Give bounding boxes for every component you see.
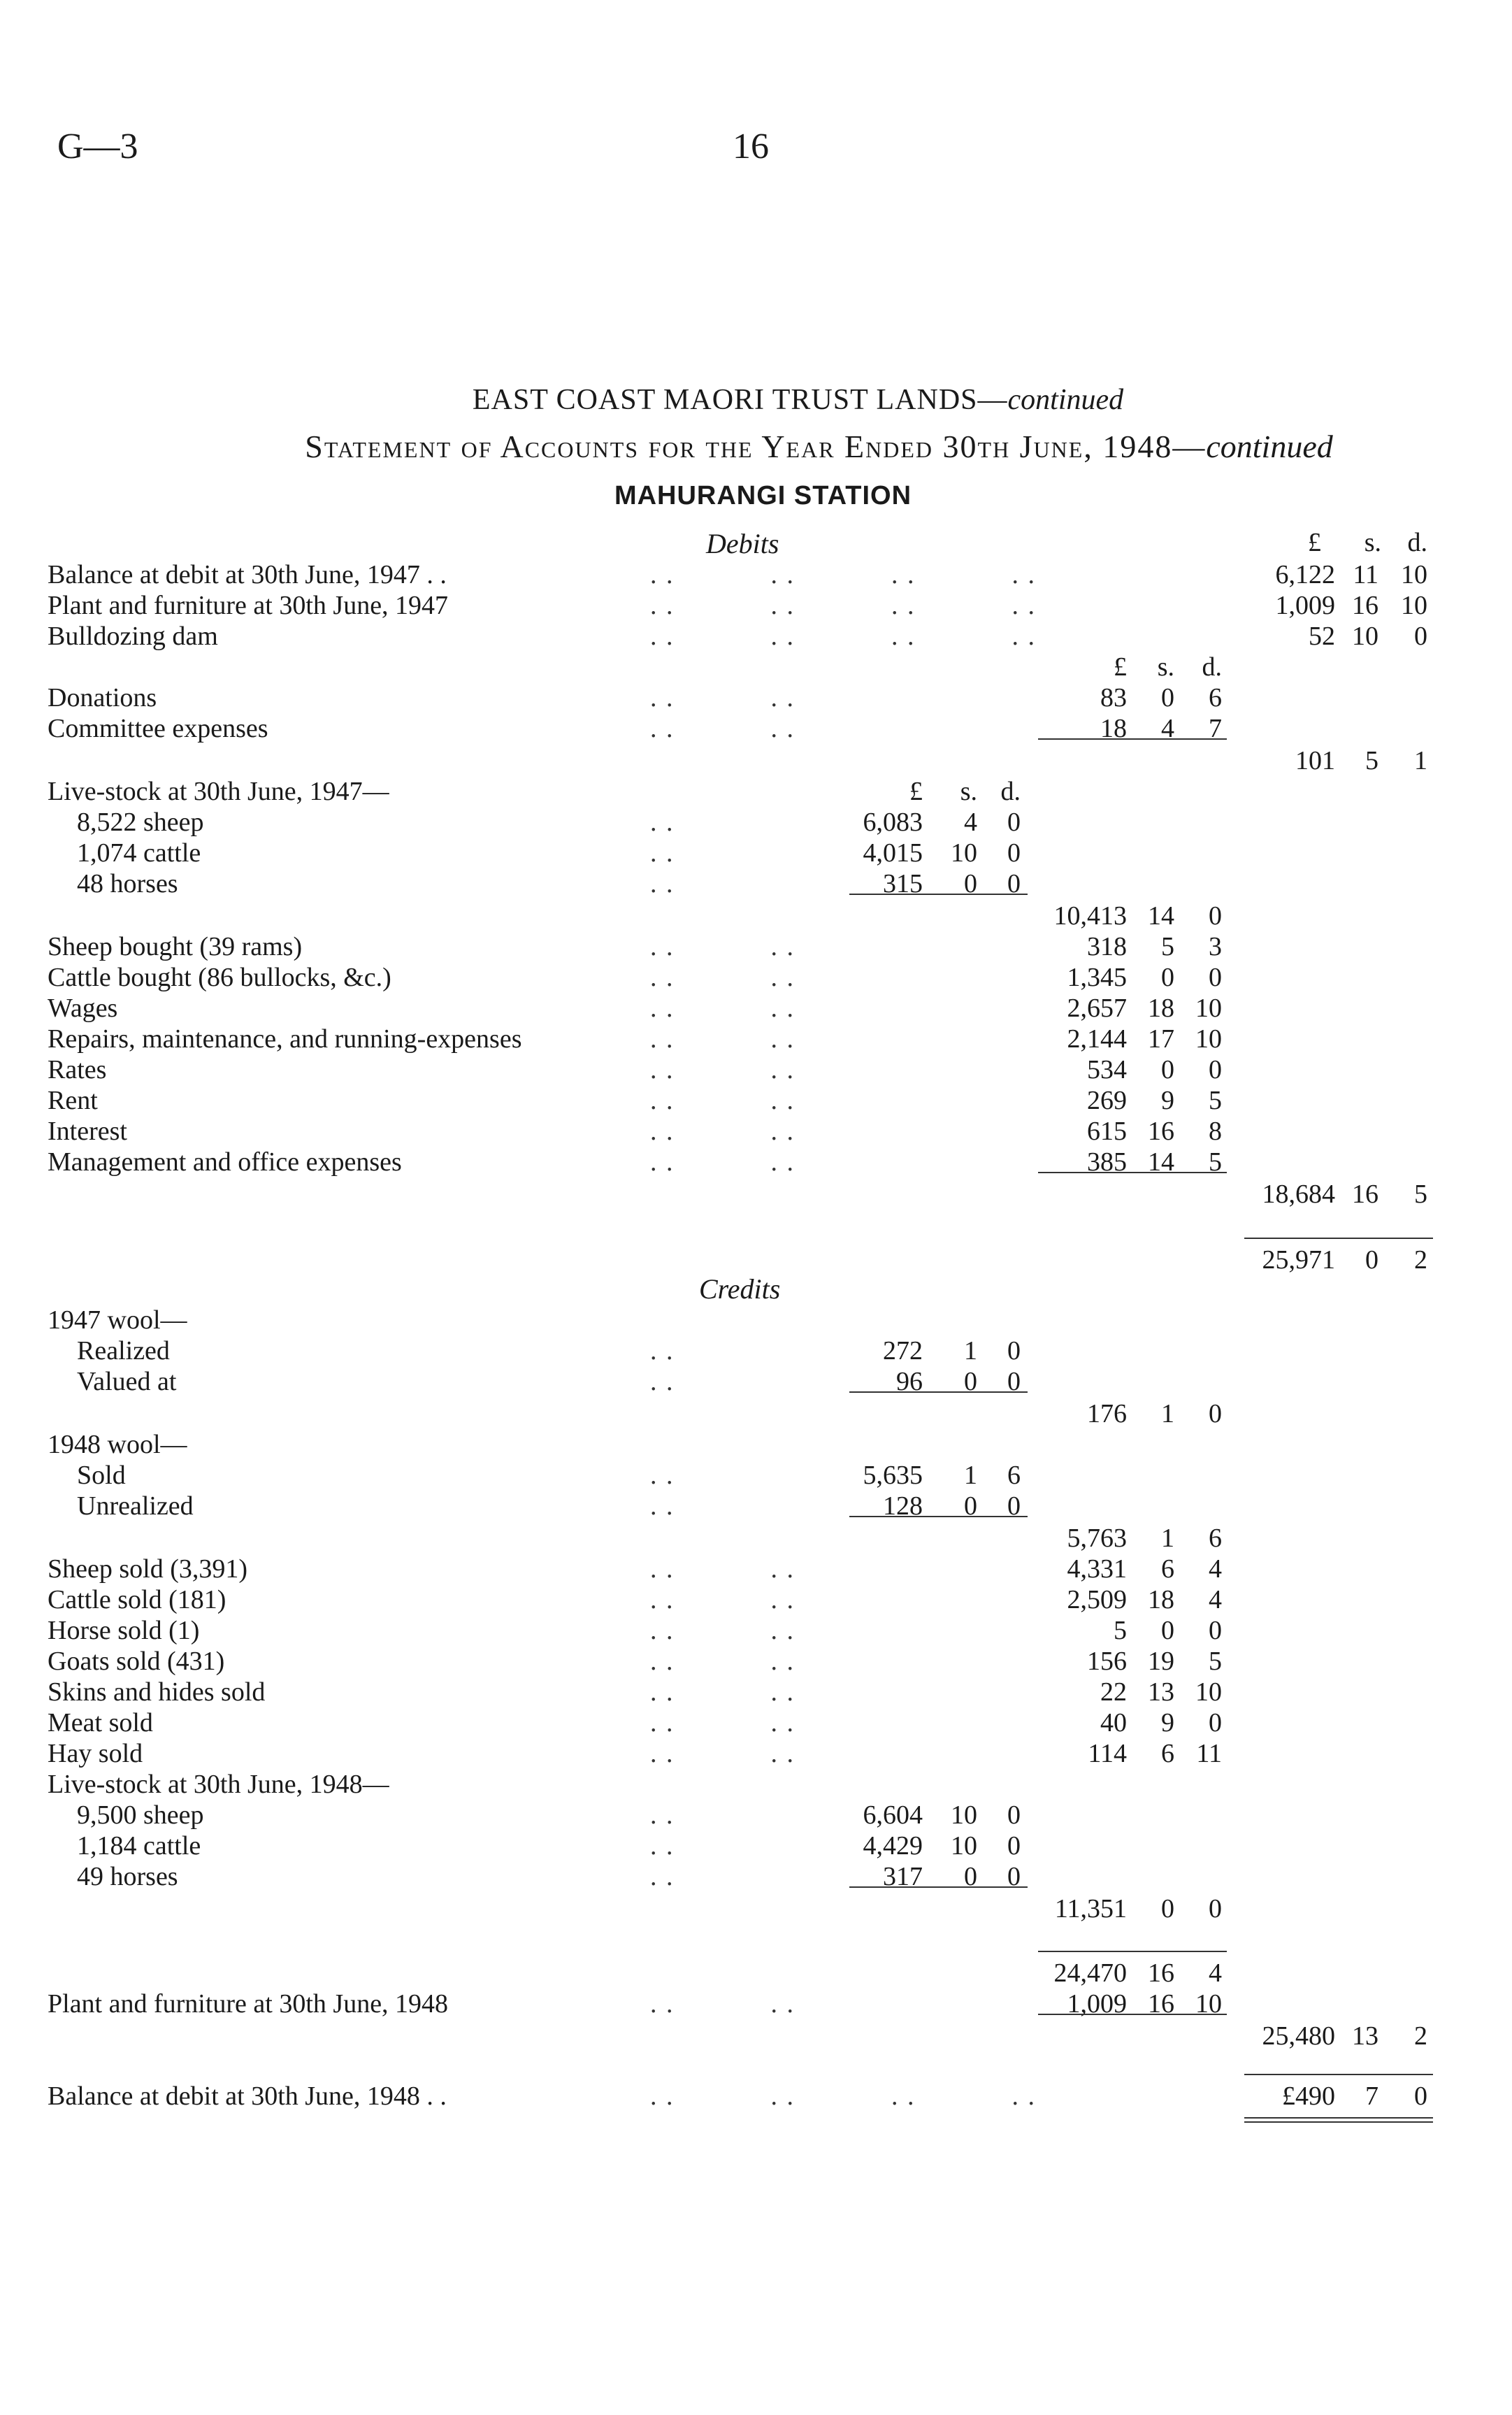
col3-pounds: 385 bbox=[1087, 1147, 1127, 1177]
statement-row bbox=[0, 1491, 1512, 1521]
statement-row bbox=[0, 1335, 1512, 1366]
statement-row bbox=[0, 2021, 1512, 2051]
col3-shillings: 4 bbox=[1161, 714, 1174, 743]
page-reference: G—3 bbox=[57, 127, 138, 166]
col2-pence: d. bbox=[1000, 777, 1021, 806]
statement-row bbox=[0, 1707, 1512, 1738]
col3-shillings: 16 bbox=[1148, 1989, 1174, 2019]
row-label: Wages bbox=[48, 994, 118, 1023]
col4-shillings: 10 bbox=[1352, 622, 1378, 651]
col3-shillings: 14 bbox=[1148, 901, 1174, 931]
col3-pence: 4 bbox=[1209, 1554, 1222, 1584]
col3-shillings: s. bbox=[1157, 652, 1174, 682]
row-label: Donations bbox=[48, 683, 157, 712]
statement-row bbox=[0, 1429, 1512, 1460]
col3-shillings: 13 bbox=[1148, 1677, 1174, 1707]
col3-pounds: 5,763 bbox=[1067, 1524, 1127, 1553]
leader-dots: . . . . bbox=[650, 714, 795, 743]
statement-row bbox=[0, 1054, 1512, 1085]
col3-shillings: 0 bbox=[1161, 963, 1174, 992]
statement-row bbox=[0, 1646, 1512, 1677]
statement-row bbox=[0, 776, 1512, 807]
col2-pence: 0 bbox=[1007, 869, 1021, 898]
row-label: Interest bbox=[48, 1117, 127, 1146]
col4-shillings: 16 bbox=[1352, 591, 1378, 620]
col3-pounds: 534 bbox=[1087, 1055, 1127, 1084]
leader-dots: . . . . bbox=[650, 1585, 795, 1614]
col2-pounds: 96 bbox=[896, 1367, 923, 1396]
leader-dots: . . bbox=[650, 838, 675, 868]
col4-pence: 1 bbox=[1414, 746, 1427, 775]
col3-shillings: 1 bbox=[1161, 1399, 1174, 1428]
col3-pounds: 10,413 bbox=[1053, 901, 1127, 931]
col3-shillings: 19 bbox=[1148, 1647, 1174, 1676]
col3-pounds: 318 bbox=[1087, 932, 1127, 961]
col3-pence: 0 bbox=[1209, 1616, 1222, 1645]
leader-dots: . . bbox=[650, 1336, 675, 1366]
col3-pounds: 83 bbox=[1100, 683, 1127, 712]
leader-dots: . . . . . . . . bbox=[650, 2081, 1036, 2111]
statement-row bbox=[0, 807, 1512, 838]
row-label: Balance at debit at 30th June, 1948 . . bbox=[48, 2081, 447, 2111]
col3-pence: 10 bbox=[1195, 1024, 1222, 1054]
statement-row bbox=[0, 1958, 1512, 1988]
statement-row bbox=[0, 713, 1512, 744]
row-label: Committee expenses bbox=[48, 714, 268, 743]
col2-pounds: 6,083 bbox=[863, 808, 923, 837]
row-label: 1,184 cattle bbox=[77, 1831, 201, 1861]
leader-dots: . . bbox=[650, 1862, 675, 1891]
statement-row bbox=[0, 838, 1512, 868]
statement-main: Statement of Accounts for the Year Ended 30th June, 1948— bbox=[305, 429, 1207, 464]
col4-pence: 10 bbox=[1401, 591, 1427, 620]
leader-dots: . . . . bbox=[650, 1086, 795, 1115]
row-label: 9,500 sheep bbox=[77, 1800, 204, 1830]
col4-pounds: 25,971 bbox=[1262, 1245, 1335, 1275]
col2-pence: 0 bbox=[1007, 1862, 1021, 1891]
col3-pence: 6 bbox=[1209, 1524, 1222, 1553]
col2-pence: 0 bbox=[1007, 1491, 1021, 1521]
col3-pence: 0 bbox=[1209, 901, 1222, 931]
leader-dots: . . . . bbox=[650, 994, 795, 1023]
statement-row bbox=[0, 1366, 1512, 1397]
col3-pounds: 615 bbox=[1087, 1117, 1127, 1146]
leader-dots: . . . . bbox=[650, 1677, 795, 1707]
col2-pounds: 315 bbox=[883, 869, 923, 898]
row-label: 48 horses bbox=[77, 869, 178, 898]
col2-shillings: 4 bbox=[964, 808, 977, 837]
page-number: 16 bbox=[733, 127, 769, 166]
col4-pounds: 18,684 bbox=[1262, 1180, 1335, 1209]
leader-dots: . . . . . . . . bbox=[650, 622, 1036, 651]
row-label: 1947 wool— bbox=[48, 1305, 187, 1335]
total-rule bbox=[1038, 2014, 1227, 2015]
statement-row bbox=[0, 1677, 1512, 1707]
col3-pounds: 269 bbox=[1087, 1086, 1127, 1115]
leader-dots: . . . . . . . . bbox=[650, 591, 1036, 620]
leader-dots: . . . . bbox=[650, 1739, 795, 1768]
statement-row bbox=[0, 1554, 1512, 1584]
row-label: Unrealized bbox=[77, 1491, 194, 1521]
col3-pounds: 114 bbox=[1088, 1739, 1127, 1768]
pence-header: d. bbox=[1407, 528, 1427, 557]
col3-pence: 10 bbox=[1195, 994, 1222, 1023]
col3-pence: 10 bbox=[1195, 1989, 1222, 2019]
total-rule bbox=[1244, 2074, 1433, 2075]
col3-pounds: 176 bbox=[1087, 1399, 1127, 1428]
col3-shillings: 0 bbox=[1161, 1055, 1174, 1084]
col3-pounds: 1,345 bbox=[1067, 963, 1127, 992]
row-label: Live-stock at 30th June, 1947— bbox=[48, 777, 389, 806]
statement-row bbox=[0, 1085, 1512, 1116]
col2-pence: 0 bbox=[1007, 1367, 1021, 1396]
col2-pence: 0 bbox=[1007, 808, 1021, 837]
leader-dots: . . . . bbox=[650, 1024, 795, 1054]
col2-pence: 0 bbox=[1007, 1831, 1021, 1861]
col2-shillings: s. bbox=[960, 777, 977, 806]
col3-pounds: 156 bbox=[1087, 1647, 1127, 1676]
leader-dots: . . bbox=[650, 1800, 675, 1830]
row-label: Plant and furniture at 30th June, 1948 bbox=[48, 1989, 449, 2019]
row-label: Skins and hides sold bbox=[48, 1677, 266, 1707]
debits-heading: Debits bbox=[706, 528, 779, 559]
statement-row bbox=[0, 1523, 1512, 1554]
col3-pence: 0 bbox=[1209, 1399, 1222, 1428]
col2-pounds: £ bbox=[909, 777, 923, 806]
col2-pounds: 6,604 bbox=[863, 1800, 923, 1830]
leader-dots: . . . . bbox=[650, 1616, 795, 1645]
title-main: EAST COAST MAORI TRUST LANDS— bbox=[472, 384, 1008, 416]
col2-shillings: 0 bbox=[964, 869, 977, 898]
leader-dots: . . bbox=[650, 1461, 675, 1490]
double-rule bbox=[1244, 2117, 1433, 2123]
statement-row bbox=[0, 1769, 1512, 1800]
col3-pence: 5 bbox=[1209, 1647, 1222, 1676]
row-label: Horse sold (1) bbox=[48, 1616, 200, 1645]
statement-row bbox=[0, 1305, 1512, 1335]
shilling-header: s. bbox=[1364, 528, 1381, 557]
row-label: 1948 wool— bbox=[48, 1430, 187, 1459]
statement-row bbox=[0, 1615, 1512, 1646]
col4-pounds: 25,480 bbox=[1262, 2021, 1335, 2051]
col2-shillings: 0 bbox=[964, 1367, 977, 1396]
col3-pence: 5 bbox=[1209, 1147, 1222, 1177]
col2-shillings: 1 bbox=[964, 1461, 977, 1490]
col4-shillings: 0 bbox=[1365, 1245, 1378, 1275]
leader-dots: . . bbox=[650, 1367, 675, 1396]
row-label: Sold bbox=[77, 1461, 126, 1490]
statement-row bbox=[0, 1738, 1512, 1769]
leader-dots: . . bbox=[650, 869, 675, 898]
col2-pounds: 272 bbox=[883, 1336, 923, 1366]
station-name: MAHURANGI STATION bbox=[614, 481, 912, 510]
statement-row bbox=[0, 1024, 1512, 1054]
col3-pounds: 2,657 bbox=[1067, 994, 1127, 1023]
col3-pounds: 4,331 bbox=[1067, 1554, 1127, 1584]
col3-shillings: 0 bbox=[1161, 1616, 1174, 1645]
row-label: 8,522 sheep bbox=[77, 808, 204, 837]
total-rule bbox=[1038, 1172, 1227, 1173]
col3-pence: 3 bbox=[1209, 932, 1222, 961]
col4-pence: 10 bbox=[1401, 560, 1427, 589]
row-label: Sheep sold (3,391) bbox=[48, 1554, 248, 1584]
statement-row bbox=[0, 1893, 1512, 1924]
col3-pounds: £ bbox=[1114, 652, 1127, 682]
col3-pounds: 40 bbox=[1100, 1708, 1127, 1737]
col3-shillings: 1 bbox=[1161, 1524, 1174, 1553]
total-rule bbox=[849, 1516, 1028, 1517]
col3-pounds: 18 bbox=[1100, 714, 1127, 743]
leader-dots: . . . . bbox=[650, 1989, 795, 2019]
col2-pounds: 4,429 bbox=[863, 1831, 923, 1861]
col3-pence: 11 bbox=[1196, 1739, 1222, 1768]
statement-row bbox=[0, 1830, 1512, 1861]
statement-row bbox=[0, 2081, 1512, 2112]
col3-pence: 0 bbox=[1209, 1055, 1222, 1084]
total-rule bbox=[849, 1391, 1028, 1393]
credits-heading: Credits bbox=[699, 1273, 781, 1305]
leader-dots: . . bbox=[650, 1831, 675, 1861]
col4-shillings: 5 bbox=[1365, 746, 1378, 775]
total-rule bbox=[1038, 738, 1227, 740]
col3-pounds: 24,470 bbox=[1053, 1958, 1127, 1988]
col3-shillings: 0 bbox=[1161, 1894, 1174, 1923]
col3-shillings: 18 bbox=[1148, 1585, 1174, 1614]
row-label: Live-stock at 30th June, 1948— bbox=[48, 1770, 389, 1799]
col3-pounds: 5 bbox=[1114, 1616, 1127, 1645]
col3-shillings: 5 bbox=[1161, 932, 1174, 961]
leader-dots: . . . . . . . . bbox=[650, 560, 1036, 589]
col2-pence: 0 bbox=[1007, 838, 1021, 868]
leader-dots: . . bbox=[650, 808, 675, 837]
col4-pounds: 1,009 bbox=[1275, 591, 1335, 620]
col4-pounds: 52 bbox=[1309, 622, 1335, 651]
col3-shillings: 6 bbox=[1161, 1554, 1174, 1584]
col2-pence: 6 bbox=[1007, 1461, 1021, 1490]
row-label: Cattle sold (181) bbox=[48, 1585, 226, 1614]
statement-row bbox=[0, 1116, 1512, 1147]
col4-pence: 2 bbox=[1414, 1245, 1427, 1275]
col4-pounds: 101 bbox=[1295, 746, 1335, 775]
row-label: Realized bbox=[77, 1336, 170, 1366]
statement-row bbox=[0, 682, 1512, 713]
statement-row bbox=[0, 745, 1512, 776]
statement-row bbox=[0, 1147, 1512, 1177]
col2-shillings: 0 bbox=[964, 1491, 977, 1521]
statement-row bbox=[0, 652, 1512, 682]
col3-pence: 0 bbox=[1209, 1894, 1222, 1923]
col3-pence: 8 bbox=[1209, 1117, 1222, 1146]
col2-shillings: 0 bbox=[964, 1862, 977, 1891]
col3-pence: 4 bbox=[1209, 1958, 1222, 1988]
col3-pounds: 22 bbox=[1100, 1677, 1127, 1707]
col3-shillings: 14 bbox=[1148, 1147, 1174, 1177]
statement-row bbox=[0, 1584, 1512, 1615]
statement-row bbox=[0, 559, 1512, 590]
row-label: Rent bbox=[48, 1086, 98, 1115]
col2-pounds: 5,635 bbox=[863, 1461, 923, 1490]
col3-pence: 0 bbox=[1209, 1708, 1222, 1737]
row-label: Valued at bbox=[77, 1367, 177, 1396]
col3-shillings: 16 bbox=[1148, 1117, 1174, 1146]
row-label: 49 horses bbox=[77, 1862, 178, 1891]
statement-row bbox=[0, 1988, 1512, 2019]
col4-pence: 0 bbox=[1414, 2081, 1427, 2111]
statement-row bbox=[0, 993, 1512, 1024]
row-label: Bulldozing dam bbox=[48, 622, 218, 651]
row-label: Sheep bought (39 rams) bbox=[48, 932, 303, 961]
col4-shillings: 16 bbox=[1352, 1180, 1378, 1209]
leader-dots: . . bbox=[650, 1491, 675, 1521]
statement-row bbox=[0, 1460, 1512, 1491]
col3-shillings: 18 bbox=[1148, 994, 1174, 1023]
leader-dots: . . . . bbox=[650, 1147, 795, 1177]
col4-pence: 0 bbox=[1414, 622, 1427, 651]
row-label: Goats sold (431) bbox=[48, 1647, 225, 1676]
col3-pence: 10 bbox=[1195, 1677, 1222, 1707]
row-label: Balance at debit at 30th June, 1947 . . bbox=[48, 560, 447, 589]
statement-row bbox=[0, 1245, 1512, 1275]
col3-shillings: 6 bbox=[1161, 1739, 1174, 1768]
leader-dots: . . . . bbox=[650, 1117, 795, 1146]
col3-shillings: 9 bbox=[1161, 1086, 1174, 1115]
col2-pence: 0 bbox=[1007, 1800, 1021, 1830]
col4-shillings: 7 bbox=[1365, 2081, 1378, 2111]
statement-row bbox=[0, 621, 1512, 652]
total-rule bbox=[1244, 1238, 1433, 1239]
leader-dots: . . . . bbox=[650, 1554, 795, 1584]
col3-pence: 7 bbox=[1209, 714, 1222, 743]
col4-pounds: £490 bbox=[1282, 2081, 1335, 2111]
statement-row bbox=[0, 931, 1512, 962]
col4-shillings: 11 bbox=[1353, 560, 1378, 589]
statement-row bbox=[0, 590, 1512, 621]
col3-pence: 0 bbox=[1209, 963, 1222, 992]
col3-pounds: 11,351 bbox=[1054, 1894, 1127, 1923]
statement-row bbox=[0, 1179, 1512, 1210]
total-rule bbox=[1038, 1951, 1227, 1952]
statement-row bbox=[0, 868, 1512, 899]
col3-pence: 5 bbox=[1209, 1086, 1222, 1115]
col3-pence: 4 bbox=[1209, 1585, 1222, 1614]
col3-pounds: 1,009 bbox=[1067, 1989, 1127, 2019]
col2-shillings: 10 bbox=[951, 1800, 977, 1830]
col2-pence: 0 bbox=[1007, 1336, 1021, 1366]
statement-row bbox=[0, 1861, 1512, 1892]
statement-row bbox=[0, 1800, 1512, 1830]
col2-pounds: 4,015 bbox=[863, 838, 923, 868]
col4-shillings: 13 bbox=[1352, 2021, 1378, 2051]
col3-pounds: 2,509 bbox=[1067, 1585, 1127, 1614]
leader-dots: . . . . bbox=[650, 963, 795, 992]
statement-continued: continued bbox=[1206, 429, 1333, 464]
col2-pounds: 128 bbox=[883, 1491, 923, 1521]
col2-shillings: 10 bbox=[951, 838, 977, 868]
statement-row bbox=[0, 962, 1512, 993]
col4-pence: 5 bbox=[1414, 1180, 1427, 1209]
row-label: Rates bbox=[48, 1055, 107, 1084]
col4-pounds: 6,122 bbox=[1275, 560, 1335, 589]
statement-row bbox=[0, 1398, 1512, 1429]
leader-dots: . . . . bbox=[650, 932, 795, 961]
row-label: 1,074 cattle bbox=[77, 838, 201, 868]
col3-pence: d. bbox=[1202, 652, 1222, 682]
leader-dots: . . . . bbox=[650, 1055, 795, 1084]
title-continued: continued bbox=[1007, 384, 1124, 416]
col3-pounds: 2,144 bbox=[1067, 1024, 1127, 1054]
col2-shillings: 1 bbox=[964, 1336, 977, 1366]
row-label: Repairs, maintenance, and running-expenses bbox=[48, 1024, 522, 1054]
col3-shillings: 9 bbox=[1161, 1708, 1174, 1737]
col3-shillings: 17 bbox=[1148, 1024, 1174, 1054]
total-rule bbox=[849, 894, 1028, 895]
leader-dots: . . . . bbox=[650, 1708, 795, 1737]
row-label: Meat sold bbox=[48, 1708, 153, 1737]
pound-header: £ bbox=[1308, 528, 1321, 557]
col2-shillings: 10 bbox=[951, 1831, 977, 1861]
col3-pence: 6 bbox=[1209, 683, 1222, 712]
col3-shillings: 16 bbox=[1148, 1958, 1174, 1988]
row-label: Cattle bought (86 bullocks, &c.) bbox=[48, 963, 391, 992]
total-rule bbox=[849, 1886, 1028, 1888]
statement-row bbox=[0, 901, 1512, 931]
col2-pounds: 317 bbox=[883, 1862, 923, 1891]
leader-dots: . . . . bbox=[650, 683, 795, 712]
leader-dots: . . . . bbox=[650, 1647, 795, 1676]
row-label: Plant and furniture at 30th June, 1947 bbox=[48, 591, 449, 620]
row-label: Management and office expenses bbox=[48, 1147, 402, 1177]
row-label: Hay sold bbox=[48, 1739, 143, 1768]
col4-pence: 2 bbox=[1414, 2021, 1427, 2051]
col3-shillings: 0 bbox=[1161, 683, 1174, 712]
